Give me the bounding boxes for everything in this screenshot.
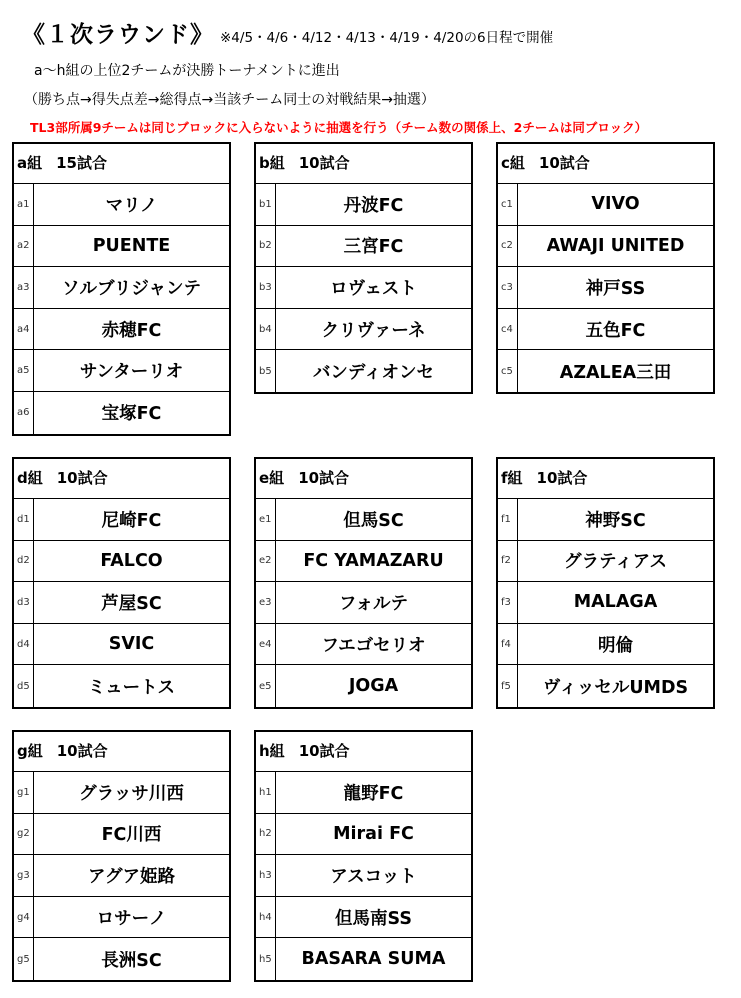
tiebreak-text: （勝ち点→得失点差→総得点→当該チーム同士の対戦結果→抽選） — [24, 92, 435, 108]
team-code: a1 — [14, 184, 34, 225]
group-name: b組 — [259, 154, 285, 172]
team-name: 三宮FC — [343, 237, 404, 258]
team-code: c5 — [498, 350, 518, 392]
team-row — [14, 624, 229, 666]
team-row — [498, 541, 713, 583]
team-code: f1 — [498, 499, 518, 540]
match-count: 10試合 — [298, 742, 350, 760]
team-name: 但馬SC — [343, 510, 404, 531]
group-header — [14, 732, 229, 772]
draw-note: TL3部所属9チームは同じブロックに入らないように抽選を行う（チーム数の関係上、2チームは同ブロック） — [30, 120, 648, 135]
team-row — [498, 350, 713, 392]
team-row — [256, 499, 471, 541]
match-count: 10試合 — [56, 742, 108, 760]
match-count: 10試合 — [298, 469, 350, 487]
team-name: 但馬南SS — [335, 908, 412, 929]
round-title: 《１次ラウンド》 — [22, 22, 214, 48]
group-name: g組 — [17, 742, 43, 760]
team-name: ミュートス — [88, 677, 175, 698]
team-row — [14, 541, 229, 583]
team-row — [14, 267, 229, 309]
group-name: h組 — [259, 742, 285, 760]
team-code: f5 — [498, 665, 518, 707]
team-code: c1 — [498, 184, 518, 225]
team-name: JOGA — [348, 676, 399, 697]
match-count: 10試合 — [536, 469, 588, 487]
group-name: f組 — [501, 469, 523, 487]
team-row — [14, 938, 229, 980]
group-header — [14, 459, 229, 499]
team-row — [498, 267, 713, 309]
team-code: b3 — [256, 267, 276, 308]
team-name: 丹波FC — [343, 195, 404, 216]
team-name: BASARA SUMA — [301, 949, 446, 970]
team-name: 芦屋SC — [101, 593, 162, 614]
team-name: 五色FC — [585, 320, 646, 341]
team-row — [256, 309, 471, 351]
team-name: バンディオンセ — [312, 362, 435, 383]
team-code: d4 — [14, 624, 34, 665]
group-header — [256, 459, 471, 499]
team-code: b2 — [256, 226, 276, 267]
team-name: AWAJI UNITED — [546, 235, 685, 256]
group-8-table — [254, 730, 473, 982]
match-count: 15試合 — [56, 154, 107, 172]
team-code: d1 — [14, 499, 34, 540]
team-name: ヴィッセルUMDS — [542, 677, 689, 698]
group-header — [256, 144, 471, 184]
team-name: フエゴセリオ — [321, 635, 426, 656]
team-code: b1 — [256, 184, 276, 225]
team-row — [256, 938, 471, 980]
team-code: e3 — [256, 582, 276, 623]
team-row — [256, 814, 471, 856]
team-code: b5 — [256, 350, 276, 392]
team-code: e2 — [256, 541, 276, 582]
team-name: FALCO — [100, 550, 163, 571]
schedule-text: ※4/5・4/6・4/12・4/13・4/19・4/20の6日程で開催 — [220, 30, 554, 46]
team-code: g3 — [14, 855, 34, 896]
team-row — [14, 897, 229, 939]
team-code: e5 — [256, 665, 276, 707]
group-6-table — [496, 457, 715, 709]
team-row — [498, 665, 713, 707]
group-4-table — [12, 457, 231, 709]
team-code: g2 — [14, 814, 34, 855]
team-row — [498, 582, 713, 624]
team-name: SVIC — [108, 634, 155, 655]
team-code: h3 — [256, 855, 276, 896]
team-code: e4 — [256, 624, 276, 665]
team-row — [498, 499, 713, 541]
team-row — [256, 184, 471, 226]
team-name: 赤穂FC — [101, 320, 162, 341]
group-name: c組 — [501, 154, 525, 172]
team-row — [256, 267, 471, 309]
page-title — [22, 16, 553, 49]
team-row — [256, 541, 471, 583]
team-row — [498, 184, 713, 226]
match-count: 10試合 — [538, 154, 590, 172]
team-row — [14, 350, 229, 392]
team-code: h2 — [256, 814, 276, 855]
team-row — [256, 582, 471, 624]
team-name: FC YAMAZARU — [303, 550, 444, 571]
team-name: サンターリオ — [79, 362, 184, 383]
team-code: g4 — [14, 897, 34, 938]
group-header — [498, 459, 713, 499]
team-row — [256, 624, 471, 666]
team-code: a6 — [14, 392, 34, 434]
team-name: ロサーノ — [96, 908, 167, 929]
group-7-table — [12, 730, 231, 982]
team-name: アスコット — [330, 866, 417, 887]
team-code: g5 — [14, 938, 34, 980]
team-code: h4 — [256, 897, 276, 938]
team-name: AZALEA三田 — [559, 362, 672, 383]
team-code: h5 — [256, 938, 276, 980]
team-row — [14, 814, 229, 856]
team-row — [256, 350, 471, 392]
team-code: c3 — [498, 267, 518, 308]
group-1-table — [12, 142, 231, 436]
team-row — [256, 226, 471, 268]
team-name: グラッサ川西 — [79, 783, 184, 804]
team-code: d3 — [14, 582, 34, 623]
team-name: 宝塚FC — [101, 404, 162, 425]
group-name: e組 — [259, 469, 285, 487]
group-2-table — [254, 142, 473, 394]
group-5-table — [254, 457, 473, 709]
team-code: a3 — [14, 267, 34, 308]
advance-text: a～h組の上位2チームが決勝トーナメントに進出 — [34, 63, 340, 79]
team-name: クリヴァーネ — [321, 320, 426, 341]
team-code: g1 — [14, 772, 34, 813]
team-row — [14, 582, 229, 624]
team-row — [256, 855, 471, 897]
team-name: 龍野FC — [343, 783, 404, 804]
team-name: MALAGA — [573, 592, 658, 613]
team-row — [498, 624, 713, 666]
group-name: a組 — [17, 154, 43, 172]
team-name: 神野SC — [585, 510, 646, 531]
team-row — [14, 499, 229, 541]
team-name: PUENTE — [92, 235, 171, 256]
group-3-table — [496, 142, 715, 394]
group-header — [498, 144, 713, 184]
team-name: VIVO — [591, 194, 640, 215]
group-header — [14, 144, 229, 184]
team-row — [14, 772, 229, 814]
team-code: h1 — [256, 772, 276, 813]
team-row — [14, 665, 229, 707]
team-row — [498, 309, 713, 351]
team-row — [256, 897, 471, 939]
team-name: 明倫 — [598, 635, 633, 656]
team-row — [256, 772, 471, 814]
team-name: FC川西 — [101, 825, 162, 846]
team-code: c2 — [498, 226, 518, 267]
team-row — [14, 309, 229, 351]
team-code: a4 — [14, 309, 34, 350]
team-row — [14, 855, 229, 897]
group-name: d組 — [17, 469, 43, 487]
team-name: 尼崎FC — [101, 510, 162, 531]
team-code: c4 — [498, 309, 518, 350]
team-code: a5 — [14, 350, 34, 391]
team-code: a2 — [14, 226, 34, 267]
team-code: b4 — [256, 309, 276, 350]
match-count: 10試合 — [298, 154, 350, 172]
team-row — [14, 184, 229, 226]
team-code: d2 — [14, 541, 34, 582]
team-name: Mirai FC — [333, 823, 414, 844]
team-row — [498, 226, 713, 268]
team-name: グラティアス — [564, 552, 667, 573]
team-name: 神戸SS — [585, 278, 646, 299]
team-row — [14, 392, 229, 434]
match-count: 10試合 — [56, 469, 108, 487]
team-code: f4 — [498, 624, 518, 665]
team-name: フォルテ — [338, 593, 409, 614]
team-name: アグア姫路 — [88, 866, 175, 887]
team-name: ソルブリジャンテ — [62, 278, 201, 299]
team-row — [256, 665, 471, 707]
team-row — [14, 226, 229, 268]
group-header — [256, 732, 471, 772]
team-name: マリノ — [105, 195, 158, 216]
team-code: f2 — [498, 541, 518, 582]
team-code: d5 — [14, 665, 34, 707]
team-code: e1 — [256, 499, 276, 540]
team-name: 長洲SC — [101, 950, 162, 971]
team-code: f3 — [498, 582, 518, 623]
team-name: ロヴェスト — [330, 278, 417, 299]
